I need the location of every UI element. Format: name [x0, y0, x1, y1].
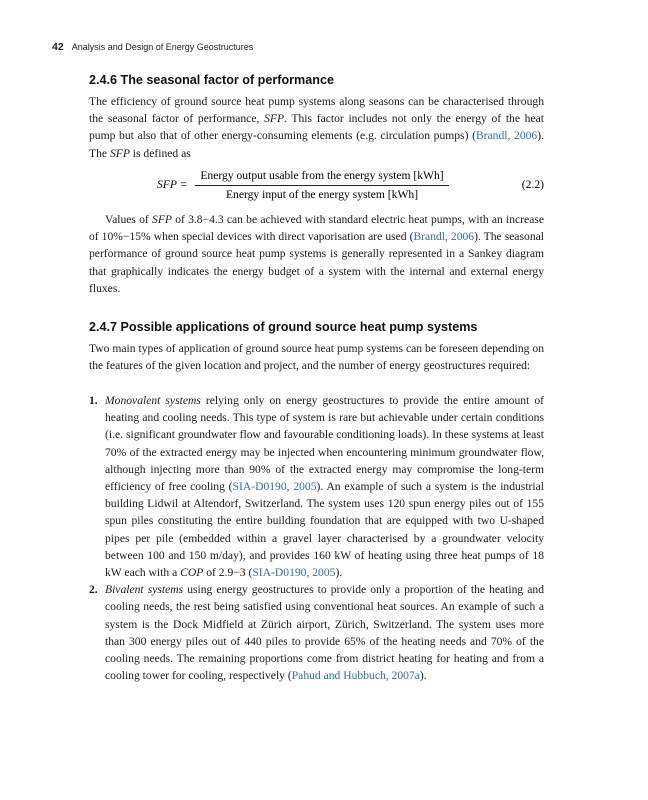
paragraph-sfp-values: Values of SFP of 3.8−4.3 can be achieved with standard electric heat pumps, with an increase of 10%−15% when special devices with direct vaporisation are used (Brandl, 2006). The seasonal performance of ground source heat pump systems is generally represented in a Sankey diagram that graphically indicates the energy budget of a system with the internal and external energy fluxes. [89, 213, 544, 295]
list-number: 1. [89, 394, 98, 407]
running-head [52, 41, 253, 53]
equation-fraction [195, 168, 449, 203]
page-number: 42 [52, 41, 64, 53]
equation-number: (2.2) [521, 178, 544, 191]
running-title: Analysis and Design of Energy Geostructures [71, 42, 254, 52]
citation-link[interactable]: SIA-D0190, 2005 [232, 480, 317, 494]
applications-list [89, 392, 544, 684]
section-heading-2-4-6: 2.4.6 The seasonal factor of performance [89, 73, 334, 87]
section-heading-2-4-7: 2.4.7 Possible applications of ground source heat pump systems [89, 320, 478, 334]
equation-lhs: SFP = [157, 178, 188, 191]
citation-link[interactable]: SIA-D0190, 2005 [252, 566, 336, 580]
list-item: 1. Monovalent systems relying only on energy geostructures to provide the entire amount of heating and cooling needs. This type of system is rare but achievable under certain conditions (i.e. significant groundwater flow and favourable conditioning loads). In these systems at least 70% of the extracted energy may be injected when encountering minimum groundwater flow, although injecting more than 90% of the extracted energy may compromise the long-term efficiency of free cooling (SIA-D0190, 2005). An example of such a system is the industrial building Lidwil at Altendorf, Switzerland. The system uses 120 spun energy piles out of 155 spun piles constituting the entire building foundation that are equipped with two U-shaped pipes per pile (embedded within a gravel layer characterised by a groundwater velocity between 100 and 150 m/day), and provides 160 kW of heating using three heat pumps of 18 kW each with a COP of 2.9−3 (SIA-D0190, 2005). [89, 394, 545, 580]
citation-link[interactable]: Pahud and Hubbuch, 2007a [291, 669, 420, 683]
citation-link[interactable]: Brandl, 2006 [413, 230, 475, 244]
fraction-bar [195, 185, 449, 186]
citation-link[interactable]: Brandl, 2006 [475, 129, 538, 143]
equation-numerator: Energy output usable from the energy system [kWh] [200, 169, 444, 182]
list-number: 2. [89, 583, 98, 597]
paragraph-applications-intro: Two main types of application of ground source heat pump systems can be foreseen depending on the features of the given location and project, and the number of energy geostructures required: [89, 342, 544, 373]
equation-denominator: Energy input of the energy system [kWh] [225, 188, 419, 201]
equation-2-2 [89, 168, 544, 204]
list-item: 2. Bivalent systems using energy geostructures to provide only a proportion of the heating and cooling needs, the rest being satisfied using conventional heat sources. An example of such a system is the Dock Midfield at Zürich airport, Zürich, Switzerland. The system uses more than 300 energy piles out of 440 piles to provide 65% of the heating needs and 70% of the cooling needs. The remaining proportions come from district heating for heating and from a cooling tower for cooling, respectively (Pahud and Hubbuch, 2007a). [89, 583, 545, 683]
paragraph-sfp-intro: The efficiency of ground source heat pump systems along seasons can be characterised through the seasonal factor of performance, SFP. This factor includes not only the energy of the heat pump but also that of other energy-consuming elements (e.g. circulation pumps) (Brandl, 2006). The SFP is defined as [89, 95, 544, 160]
